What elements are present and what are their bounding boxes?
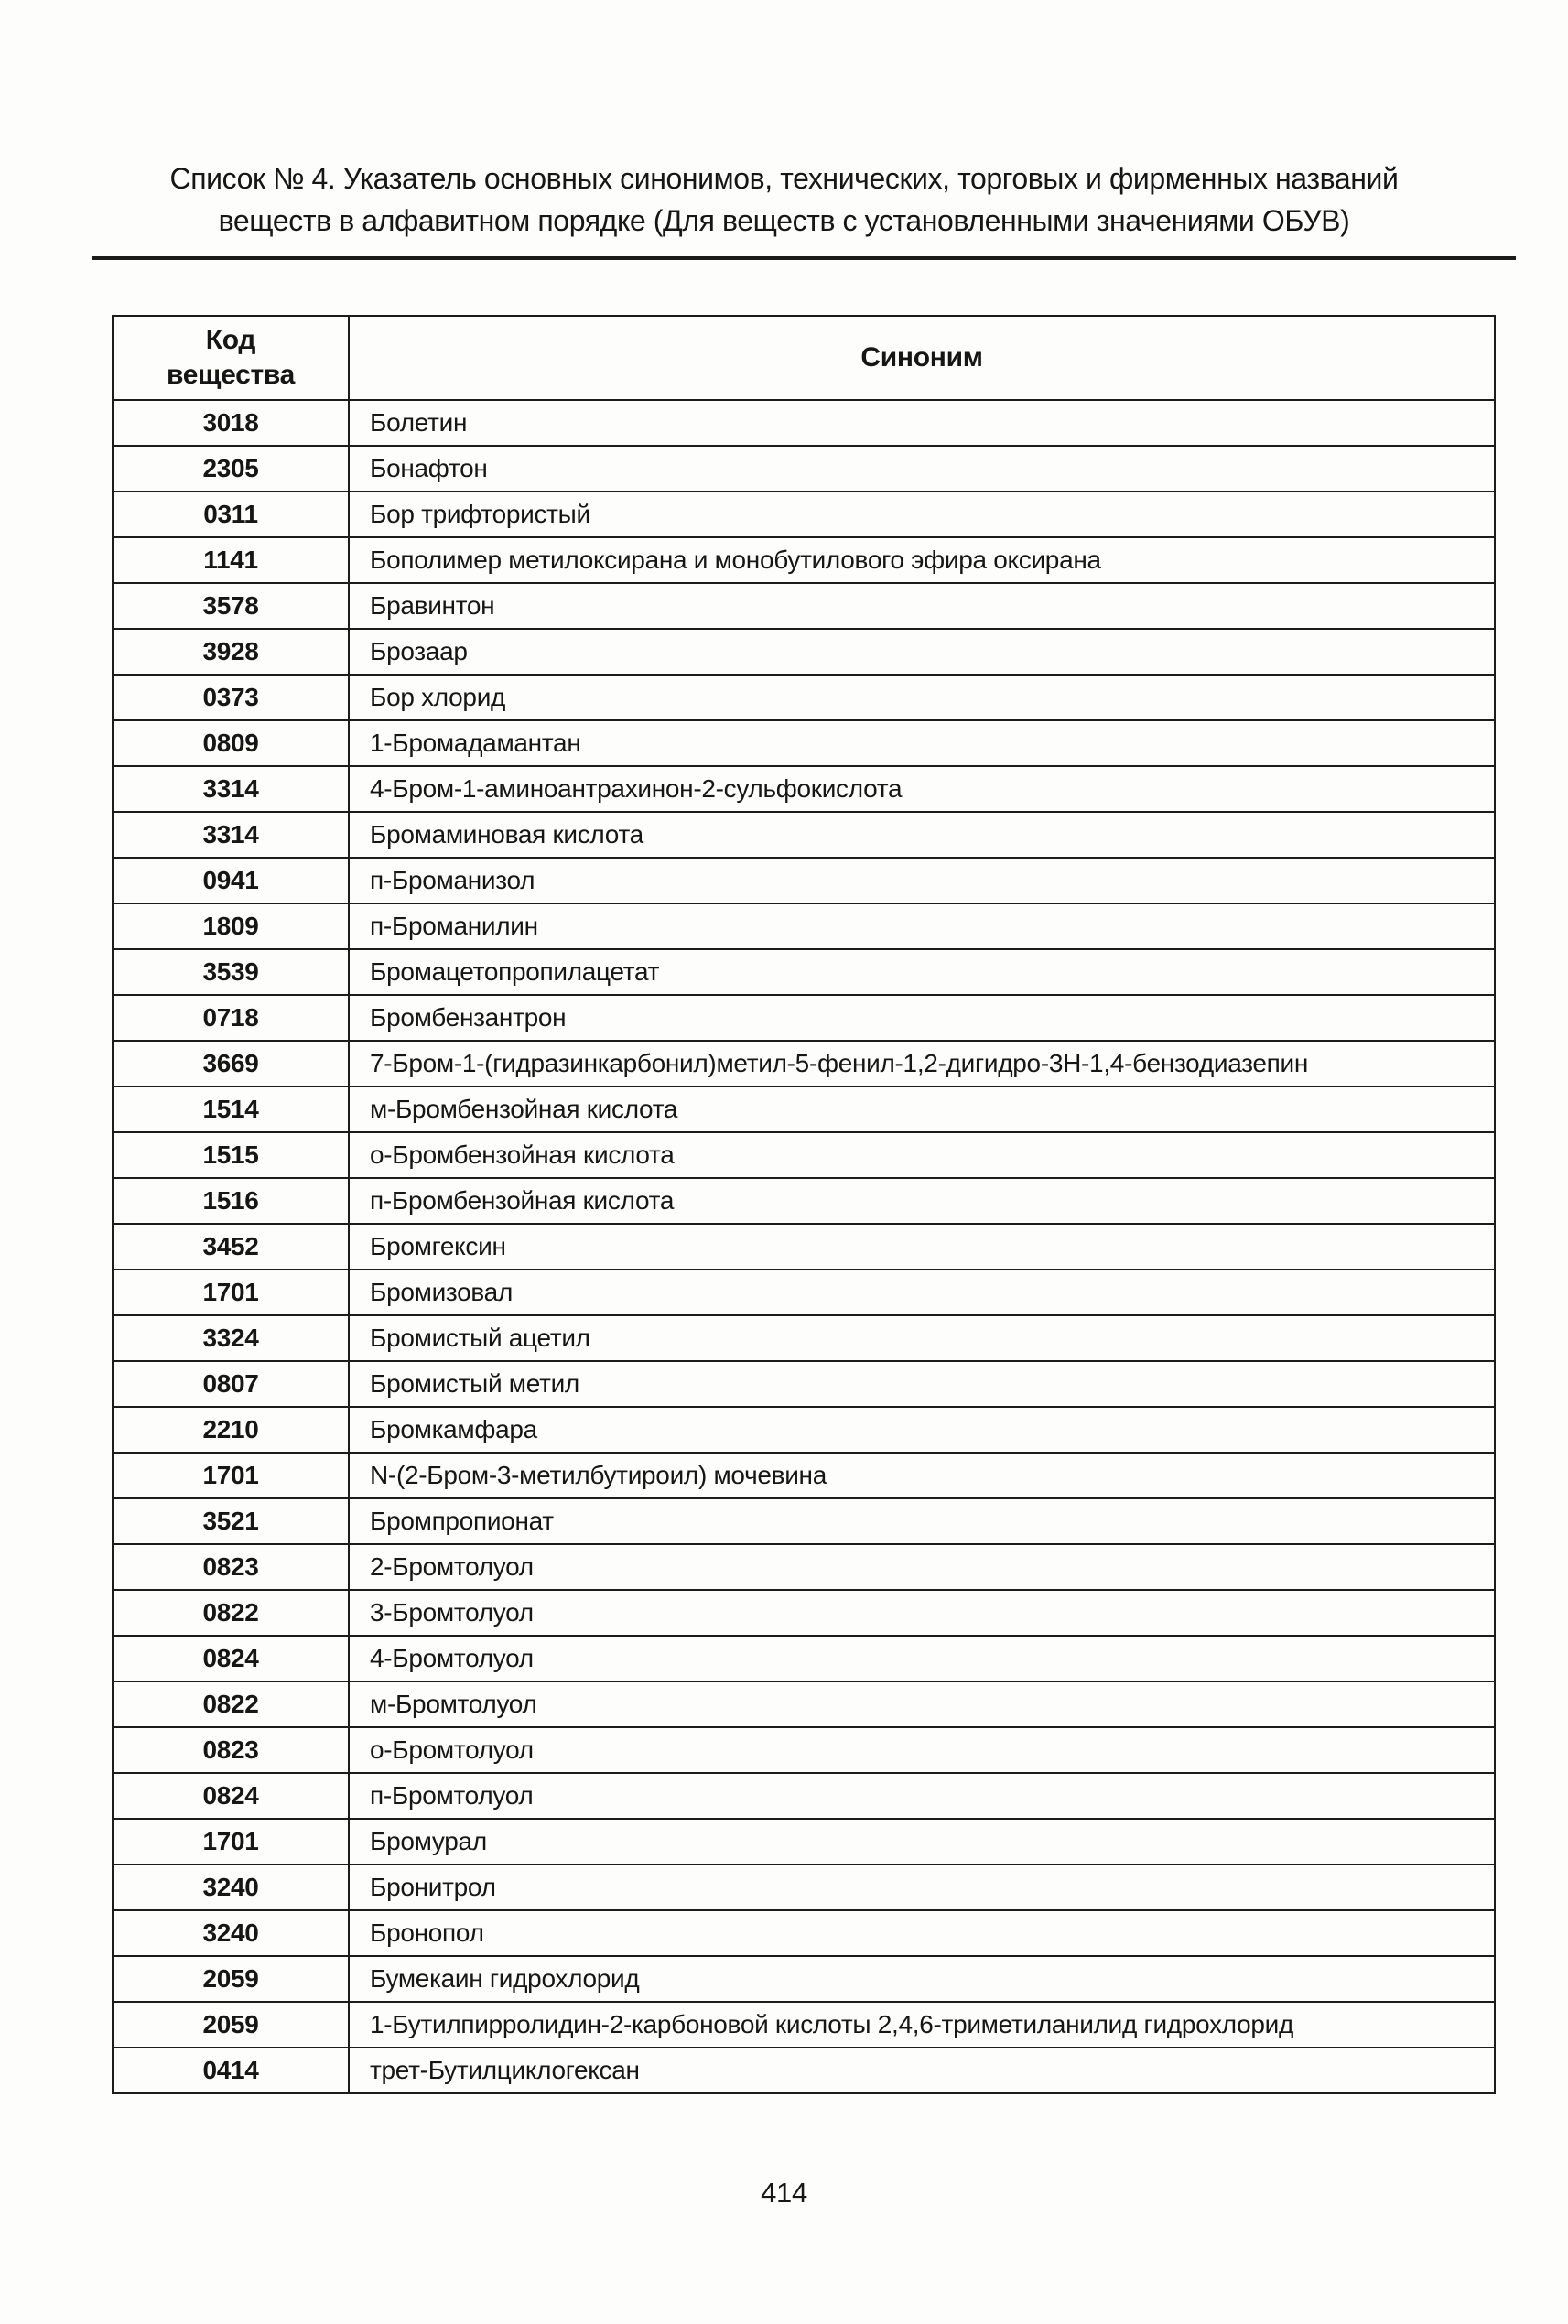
page-title [55,157,1513,242]
substance-code-cell: 3539 [113,949,349,995]
substance-code-cell: 2305 [113,446,349,492]
table-row [113,1956,1495,2002]
table-row [113,1681,1495,1727]
synonym-cell: 1-Бромадамантан [349,720,1495,766]
synonym-cell: Бромбензантрон [349,995,1495,1041]
synonym-cell: 1-Бутилпирролидин-2-карбоновой кислоты 2,4,6-триметиланилид гидрохлорид [349,2002,1495,2048]
synonym-cell: Бронитрол [349,1865,1495,1910]
substance-synonym-table [112,315,1496,2094]
synonym-cell: 2-Бромтолуол [349,1544,1495,1590]
substance-code-cell: 1701 [113,1819,349,1865]
substance-code-cell: 1514 [113,1086,349,1132]
substance-code-cell: 0809 [113,720,349,766]
table-row [113,583,1495,629]
synonym-cell: N-(2-Бром-3-метилбутироил) мочевина [349,1453,1495,1498]
synonym-cell: п-Бромбензойная кислота [349,1178,1495,1224]
substance-code-cell: 2059 [113,1956,349,2002]
synonym-cell: 3-Бромтолуол [349,1590,1495,1636]
table-row [113,537,1495,583]
table-row [113,400,1495,446]
table-row [113,1178,1495,1224]
substance-code-cell: 0823 [113,1727,349,1773]
table-row [113,1590,1495,1636]
synonym-cell: Бор трифтористый [349,492,1495,537]
table-row [113,1270,1495,1315]
table-row [113,1498,1495,1544]
substance-code-cell: 0824 [113,1773,349,1819]
table-row [113,1910,1495,1956]
substance-code-cell: 3452 [113,1224,349,1270]
synonym-cell: п-Бромтолуол [349,1773,1495,1819]
table-row [113,446,1495,492]
synonym-cell: 4-Бром-1-аминоантрахинон-2-сульфокислота [349,766,1495,812]
synonym-cell: п-Броманилин [349,903,1495,949]
substance-code-cell: 3018 [113,400,349,446]
substance-code-cell: 0823 [113,1544,349,1590]
table-row [113,720,1495,766]
table-row [113,675,1495,720]
synonym-cell: Бромурал [349,1819,1495,1865]
synonym-cell: Бополимер метилоксирана и монобутилового эфира оксирана [349,537,1495,583]
substance-code-cell: 0822 [113,1590,349,1636]
page-title-line-1: Список № 4. Указатель основных синонимов, технических, торговых и фирменных названий [169,162,1399,195]
substance-code-cell: 1141 [113,537,349,583]
table-row [113,1865,1495,1910]
synonym-cell: Бромистый ацетил [349,1315,1495,1361]
table-row [113,766,1495,812]
substance-code-cell: 3240 [113,1865,349,1910]
substance-code-cell: 0941 [113,858,349,903]
substance-code-cell: 3324 [113,1315,349,1361]
synonym-cell: Бумекаин гидрохлорид [349,1956,1495,2002]
synonym-cell: о-Бромбензойная кислота [349,1132,1495,1178]
synonym-cell: м-Бромбензойная кислота [349,1086,1495,1132]
substance-code-cell: 0824 [113,1636,349,1681]
substance-code-cell: 3928 [113,629,349,675]
table-row [113,995,1495,1041]
substance-code-cell: 1809 [113,903,349,949]
synonym-cell: Бромистый метил [349,1361,1495,1407]
table-row [113,1361,1495,1407]
substance-code-cell: 1701 [113,1453,349,1498]
table-row [113,1407,1495,1453]
synonym-cell: п-Броманизол [349,858,1495,903]
synonym-cell: Бравинтон [349,583,1495,629]
substance-code-cell: 0373 [113,675,349,720]
synonym-cell: о-Бромтолуол [349,1727,1495,1773]
column-header-code-line-2: вещества [166,360,296,390]
synonym-cell: м-Бромтолуол [349,1681,1495,1727]
table-row [113,1224,1495,1270]
table-row [113,1132,1495,1178]
table-row [113,949,1495,995]
table-row [113,1544,1495,1590]
synonym-cell: Бромацетопропилацетат [349,949,1495,995]
table-row [113,1636,1495,1681]
substance-code-cell: 3314 [113,812,349,858]
synonym-cell: Бонафтон [349,446,1495,492]
table-row [113,1819,1495,1865]
table-row [113,903,1495,949]
table-row [113,492,1495,537]
synonym-cell: Брозаар [349,629,1495,675]
title-underline [92,256,1516,260]
table-header-row [113,316,1495,400]
table-row [113,1086,1495,1132]
substance-code-cell: 3578 [113,583,349,629]
synonym-cell: Бромизовал [349,1270,1495,1315]
substance-code-cell: 3240 [113,1910,349,1956]
table-row [113,1773,1495,1819]
synonym-cell: Бромаминовая кислота [349,812,1495,858]
synonym-cell: трет-Бутилциклогексан [349,2048,1495,2093]
substance-table-body [113,400,1495,2093]
synonym-cell: Бромпропионат [349,1498,1495,1544]
substance-code-cell: 1701 [113,1270,349,1315]
synonym-cell: Бор хлорид [349,675,1495,720]
table-row [113,2048,1495,2093]
substance-code-cell: 2210 [113,1407,349,1453]
page-title-line-2: веществ в алфавитном порядке (Для веществ с установленными значениями ОБУВ) [218,204,1350,237]
column-header-code [113,316,349,400]
substance-code-cell: 3314 [113,766,349,812]
table-row [113,629,1495,675]
table-row [113,812,1495,858]
substance-code-cell: 3521 [113,1498,349,1544]
synonym-cell: 4-Бромтолуол [349,1636,1495,1681]
table-row [113,1453,1495,1498]
substance-code-cell: 3669 [113,1041,349,1086]
synonym-cell: 7-Бром-1-(гидразинкарбонил)метил-5-фенил-1,2-дигидро-3Н-1,4-бензодиазепин [349,1041,1495,1086]
synonym-cell: Болетин [349,400,1495,446]
synonym-cell: Бронопол [349,1910,1495,1956]
synonym-cell: Бромкамфара [349,1407,1495,1453]
substance-code-cell: 0822 [113,1681,349,1727]
synonym-cell: Бромгексин [349,1224,1495,1270]
table-row [113,1041,1495,1086]
table-row [113,1315,1495,1361]
substance-code-cell: 1515 [113,1132,349,1178]
table-row [113,2002,1495,2048]
substance-code-cell: 0414 [113,2048,349,2093]
substance-code-cell: 1516 [113,1178,349,1224]
substance-code-cell: 2059 [113,2002,349,2048]
substance-code-cell: 0311 [113,492,349,537]
column-header-code-line-1: Код [205,325,256,355]
page-number: 414 [761,2177,807,2209]
table-row [113,1727,1495,1773]
substance-code-cell: 0807 [113,1361,349,1407]
substance-code-cell: 0718 [113,995,349,1041]
table-row [113,858,1495,903]
column-header-synonym: Синоним [349,316,1495,400]
